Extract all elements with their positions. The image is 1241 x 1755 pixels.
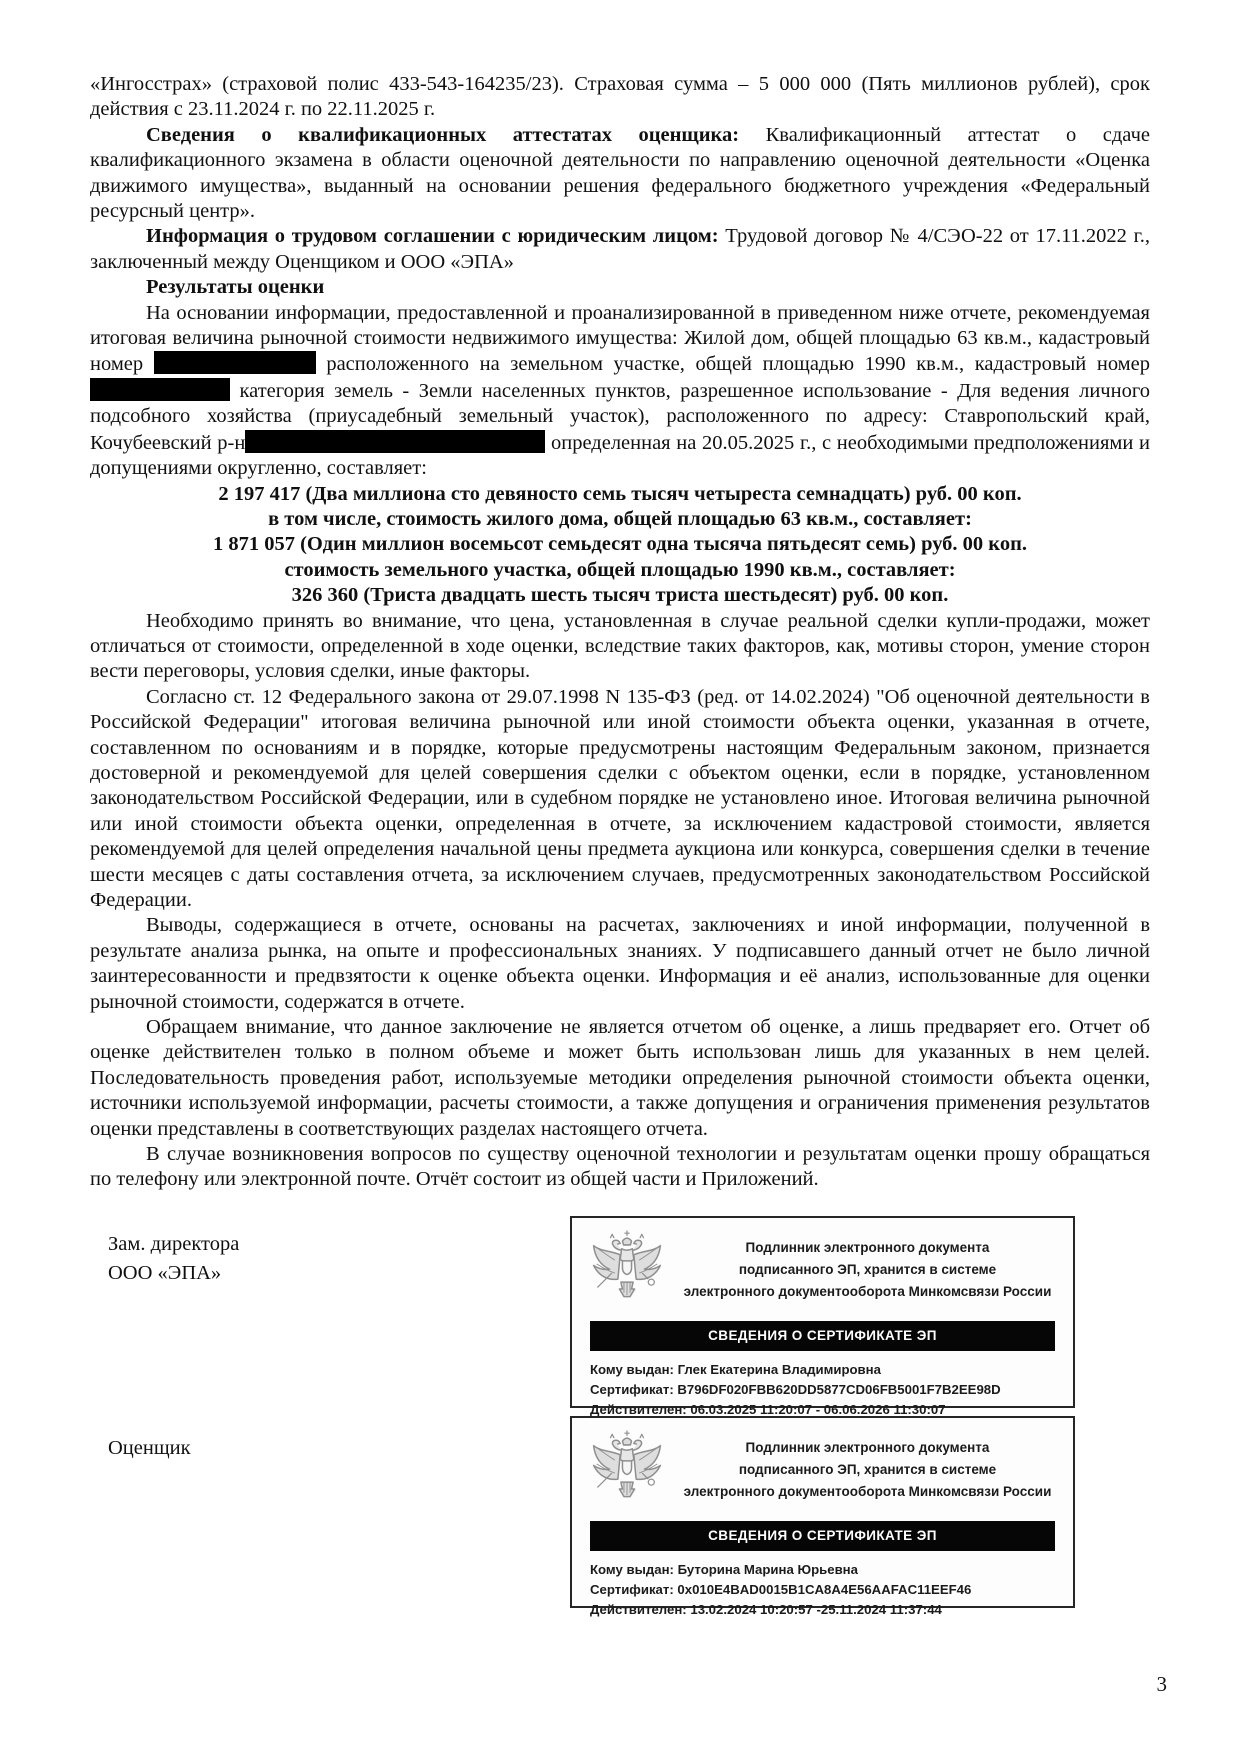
valuation-text-2: расположенного на земельном участке, общей площадью 1990 кв.м., кадастровый номер (315, 353, 1151, 376)
paragraph-insurance-policy: «Ингосстрах» (страховой полис 433-543-164235/23). Страховая сумма – 5 000 000 (Пять миллионов рублей), срок действия с 23.11.2024 г. по 22.11.2025 г. (90, 73, 1150, 121)
company-name: ООО «ЭПА» (108, 1261, 222, 1284)
qualification-text: Квалификационный аттестат о сдаче квалификационного экзамена в области оценочной деятельности по направлению оценочной деятельности «Оценка движимого имущества», выданный на основании решения федерального бюджетного учреждения «Федеральный ресурсный центр». (90, 123, 1150, 223)
certificate-number-2: Сертификат: 0x010E4BAD0015B1CA8A4E56AAFAC11EEF46 (590, 1581, 972, 1597)
signature-section (0, 1216, 1241, 1618)
redaction-box-address (245, 430, 545, 453)
certificate-details-2 (572, 1551, 1073, 1620)
employment-lead-label: Информация о трудовом соглашении с юридическим лицом: (146, 225, 719, 248)
digital-signature-stamps (570, 1216, 1075, 1616)
paragraph-attention-note: Обращаем внимание, что данное заключение не является отчетом об оценке, а лишь предваряет его. Отчет об оценке действителен только в полном объеме и может быть использован лишь для указанных в нем целей. Последовательность проведения работ, используемые методики определения рыночной стоимости объекта оценки, источники используемой информации, расчеты стоимости, а также допущения и ограничения применения результатов оценки представлены в соответствующих разделах настоящего отчета. (90, 1016, 1150, 1140)
valuation-text-1: На основании информации, предоставленной и проанализированной в приведенном ниже отчете, рекомендуемая итоговая величина рыночной стоимости недвижимого имущества: Жилой дом, общей площадью 63 кв.м., кадастровый номер (90, 301, 1150, 376)
stamp-2-header: Подлинник электронного документа подписанного ЭП, хранится в системе электронного документооборота Минкомсвязи России (683, 1439, 1052, 1499)
paragraph-qualification-certificates (90, 123, 1150, 225)
paragraph-conclusions: Выводы, содержащиеся в отчете, основаны на расчетах, заключениях и иной информации, полученной в результате анализа рынка, на опыте и профессиональных знаниях. У подписавшего данный отчет не было личной заинтересованности и предвзятости к оценке объекта оценки. Информация и её анализ, использованные для оценки рыночной стоимости, содержатся в отчете. (90, 914, 1150, 1013)
signer-role-appraiser: Оценщик (108, 1436, 191, 1459)
deputy-director-title: Зам. директора (108, 1232, 240, 1255)
land-value-line: 326 360 (Триста двадцать шесть тысяч триста шестьдесят) руб. 00 коп. (291, 584, 949, 607)
russian-coat-of-arms-icon (584, 1429, 670, 1511)
valuation-text-3: категория земель - Земли населенных пунктов, разрешенное использование - Для ведения личного подсобного хозяйства (приусадебный земельный участок), расположенного по адресу: Ставропольский край, Кочубеевский р-н (90, 379, 1150, 454)
certificate-details-1 (572, 1351, 1073, 1420)
qualification-lead-label: Сведения о квалификационных аттестатах оценщика: (146, 123, 740, 146)
paragraph-price-note: Необходимо принять во внимание, что цена, установленная в случае реальной сделки купли-продажи, может отличаться от стоимости, определенной в ходе оценки, вследствие таких факторов, как, мотивы сторон, умение сторон вести переговоры, условия сделки, иные факторы. (90, 609, 1150, 683)
house-value-label-line: в том числе, стоимость жилого дома, общей площадью 63 кв.м., составляет: (268, 507, 972, 530)
certificate-validity-1: Действителен: 06.03.2025 11:20:07 - 06.06.2026 11:30:07 (590, 1401, 946, 1417)
land-value-label-line: стоимость земельного участка, общей площадью 1990 кв.м., составляет: (284, 558, 956, 581)
page-number: 3 (1156, 1672, 1167, 1696)
certificate-issued-to-1: Кому выдан: Глек Екатерина Владимировна (590, 1361, 881, 1377)
certificate-info-bar-2: СВЕДЕНИЯ О СЕРТИФИКАТЕ ЭП (590, 1521, 1055, 1551)
paragraph-employment-agreement (90, 224, 1150, 275)
certificate-validity-2: Действителен: 13.02.2024 10:20:57 -25.11.2024 11:37:44 (590, 1601, 942, 1617)
certificate-number-1: Сертификат: B796DF020FBB620DD5877CD06FB5001F7B2EE98D (590, 1381, 1001, 1397)
stamp-1-header: Подлинник электронного документа подписанного ЭП, хранится в системе электронного документооборота Минкомсвязи России (683, 1239, 1052, 1299)
paragraph-law-135fz: Согласно ст. 12 Федерального закона от 29.07.1998 N 135-ФЗ (ред. от 14.02.2024) "Об оценочной деятельности в Российской Федерации" итоговая величина рыночной или иной стоимости объекта оценки, указанная в отчете, составленном по основаниям и в порядке, которые предусмотрены настоящим Федеральным законом, признается достоверной и рекомендуемой для целей совершения сделки с объектом оценки, если в порядке, установленном законодательством Российской Федерации, или в судебном порядке не установлено иное. Итоговая величина рыночной или иной стоимости объекта оценки, определенная в отчете, за исключением кадастровой стоимости, является рекомендуемой для целей определения начальной цены предмета аукциона или конкурса, совершения сделки в течение шести месяцев с даты составления отчета, за исключением случаев, предусмотренных законодательством Российской Федерации. (90, 685, 1150, 911)
employment-text: Трудовой договор № 4/СЭО-22 от 17.11.2022 г., заключенный между Оценщиком и ООО «ЭПА» (90, 225, 1150, 273)
signature-stamp-1 (570, 1216, 1075, 1417)
redaction-box-cadastral-2 (90, 378, 230, 401)
redaction-box-cadastral-1 (154, 351, 316, 374)
certificate-info-bar-1: СВЕДЕНИЯ О СЕРТИФИКАТЕ ЭП (590, 1321, 1055, 1351)
total-value-line: 2 197 417 (Два миллиона сто девяносто семь тысяч четыреста семнадцать) руб. 00 коп. (218, 482, 1022, 505)
paragraph-valuation-result (90, 301, 1150, 482)
paragraph-contact-note: В случае возникновения вопросов по существу оценочной технологии и результатам оценки прошу обращаться по телефону или электронной почте. Отчёт состоит из общей части и Приложений. (90, 1143, 1150, 1191)
stamp-2-top (572, 1418, 1073, 1516)
certificate-issued-to-2: Кому выдан: Буторина Марина Юрьевна (590, 1561, 858, 1577)
signature-stamp-2 (570, 1416, 1075, 1617)
results-heading: Результаты оценки (146, 276, 325, 299)
stamp-1-top (572, 1218, 1073, 1316)
russian-coat-of-arms-icon (584, 1229, 670, 1311)
signer-role-deputy-director (108, 1230, 239, 1288)
house-value-line: 1 871 057 (Один миллион восемьсот семьдесят одна тысяча пятьдесят семь) руб. 00 коп. (212, 533, 1028, 556)
valuation-text-4: определенная на 20.05.2025 г., с необходимыми предположениями и допущениями округленно, составляет: (90, 431, 1150, 480)
